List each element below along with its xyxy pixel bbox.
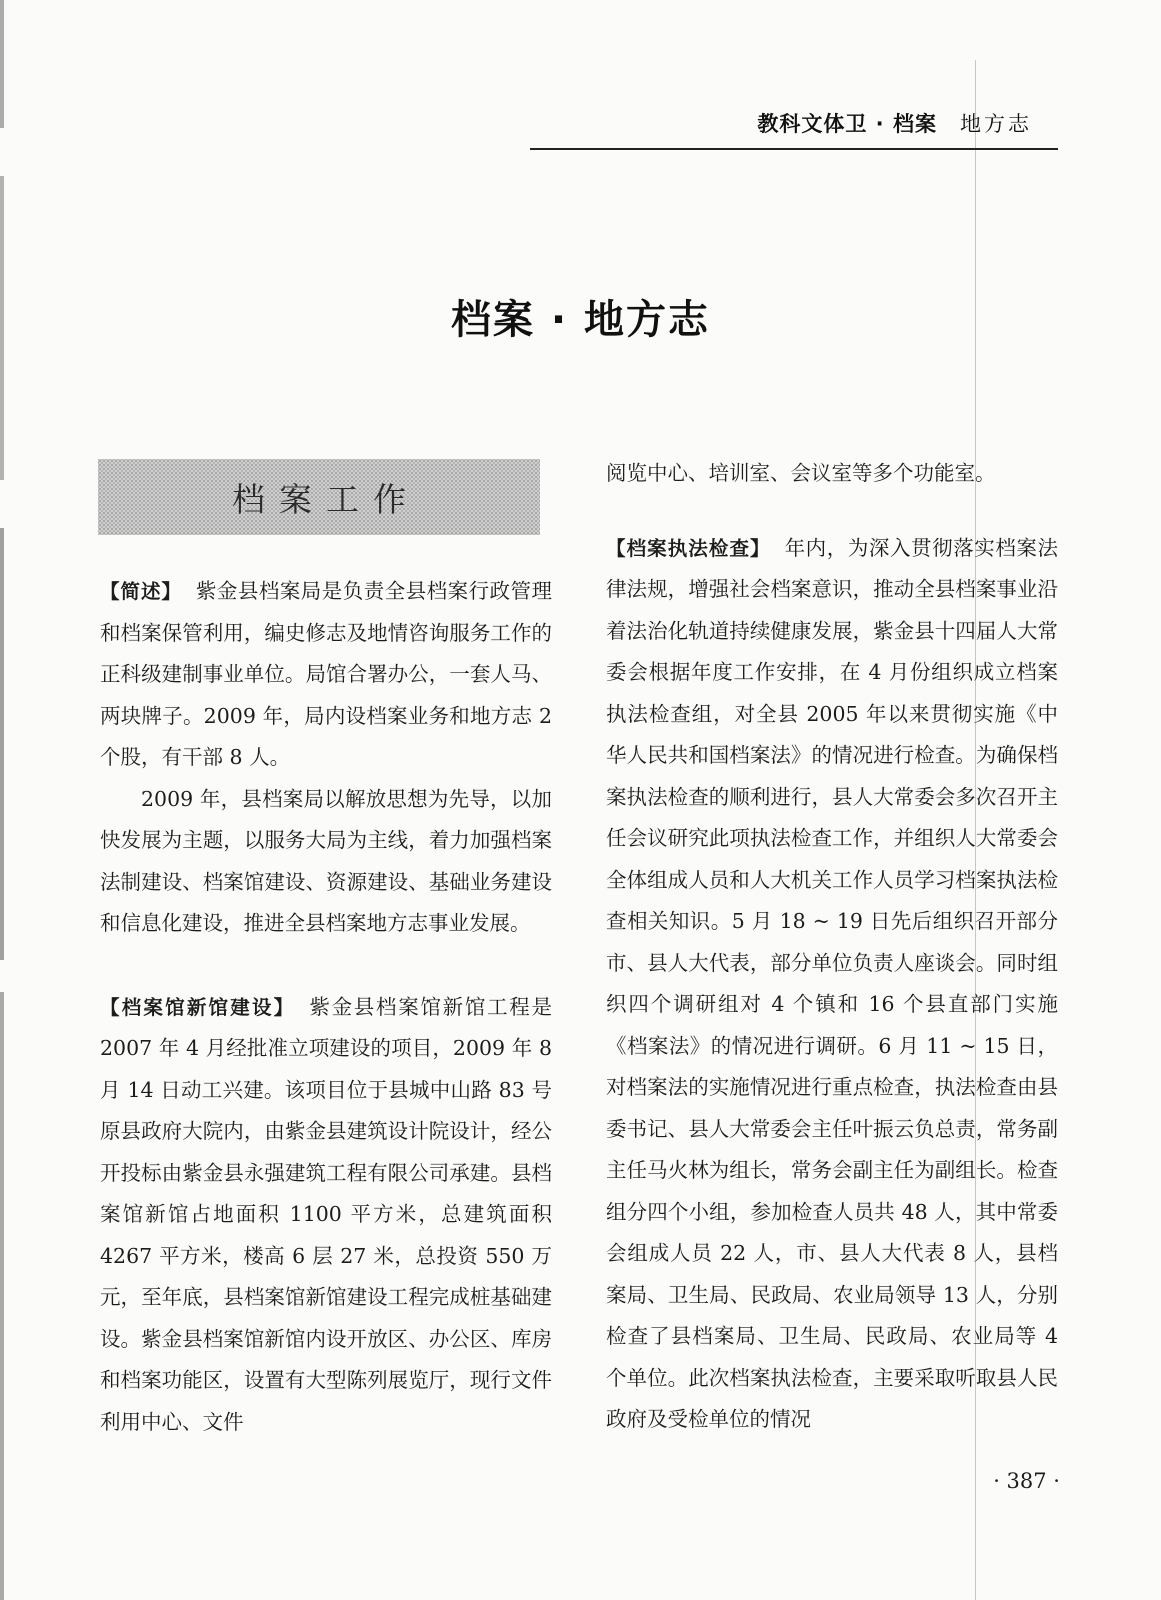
continued-paragraph: 阅览中心、培训室、会议室等多个功能室。	[606, 461, 996, 485]
running-header-subsection: 地方志	[960, 112, 1032, 136]
overview-label: 【简述】	[100, 580, 182, 603]
overview-paragraph-2: 2009 年，县档案局以解放思想为先导，以加快发展为主题，以服务大局为主线，着力加强档案法制建设、档案馆建设、资源建设、基础业务建设和信息化建设，推进全县档案地方志事业发展。	[100, 786, 552, 935]
section-heading-box	[98, 459, 540, 535]
scan-edge	[0, 0, 4, 1600]
overview-text: 紫金县档案局是负责全县档案行政管理和档案保管利用，编史修志及地情咨询服务工作的正科级建制事业单位。局馆合署办公，一套人马、两块牌子。2009 年，局内设档案业务和地方志 2 个股，有干部 8 人。	[100, 579, 552, 769]
newbuild-label: 【档案馆新馆建设】	[100, 995, 296, 1019]
newbuild-paragraph	[100, 987, 552, 1444]
paragraph-gap	[606, 495, 1058, 528]
left-column	[100, 571, 552, 1443]
enforcement-paragraph	[606, 528, 1058, 1441]
paragraph-gap	[100, 945, 552, 987]
running-header-section: 教科文体卫 · 档案	[757, 112, 937, 136]
overview-paragraph	[100, 571, 552, 779]
right-column	[606, 453, 1058, 1441]
section-heading: 档案工作	[232, 479, 420, 519]
enforcement-text: 年内，为深入贯彻落实档案法律法规，增强社会档案意识，推动全县档案事业沿着法治化轨道持续健康发展，紫金县十四届人大常委会根据年度工作安排，在 4 月份组织成立档案执法检查组，对全县 2005 年以来贯彻实施《中华人民共和国档案法》的情况进行检查。为确保档案执法检查的顺利进行，县人大常委会多次召开主任会议研究此项执法检查工作，并组织人大常委会全体组成人员和人大机关工作人员学习档案执法检查相关知识。5 月 18 ~ 19 日先后组织召开部分市、县人大代表，部分单位负责人座谈会。同时组织四个调研组对 4 个镇和 16 个县直部门实施《档案法》的情况进行调研。6 月 11 ~ 15 日，对档案法的实施情况进行重点检查，执法检查由县委书记、县人大常委会主任叶振云负总责，常务副主任马火林为组长，常务会副主任为副组长。检查组分四个小组，参加检查人员共 48 人，其中常委会组成人员 22 人，市、县人大代表 8 人，县档案局、卫生局、民政局、农业局领导 13 人，分别检查了县档案局、卫生局、民政局、农业局等 4 个单位。此次档案执法检查，主要采取听取县人民政府及受检单位的情况	[606, 535, 1058, 1431]
page-number: · 387 ·	[993, 1469, 1060, 1493]
page-title: 档案 · 地方志	[450, 297, 711, 343]
newbuild-text: 紫金县档案馆新馆工程是 2007 年 4 月经批准立项建设的项目，2009 年 8 月 14 日动工兴建。该项目位于县城中山路 83 号原县政府大院内，由紫金县建筑设计院设计，经公开投标由紫金县永强建筑工程有限公司承建。县档案馆新馆占地面积 1100 平方米，总建筑面积 4267 平方米，楼高 6 层 27 米，总投资 550 万元，至年底，县档案馆新馆建设工程完成桩基础建设。紫金县档案馆新馆内设开放区、办公区、库房和档案功能区，设置有大型陈列展览厅，现行文件利用中心、文件	[100, 994, 552, 1434]
header-rule	[530, 148, 1058, 150]
enforcement-label: 【档案执法检查】	[606, 536, 771, 560]
running-header	[600, 108, 1032, 138]
